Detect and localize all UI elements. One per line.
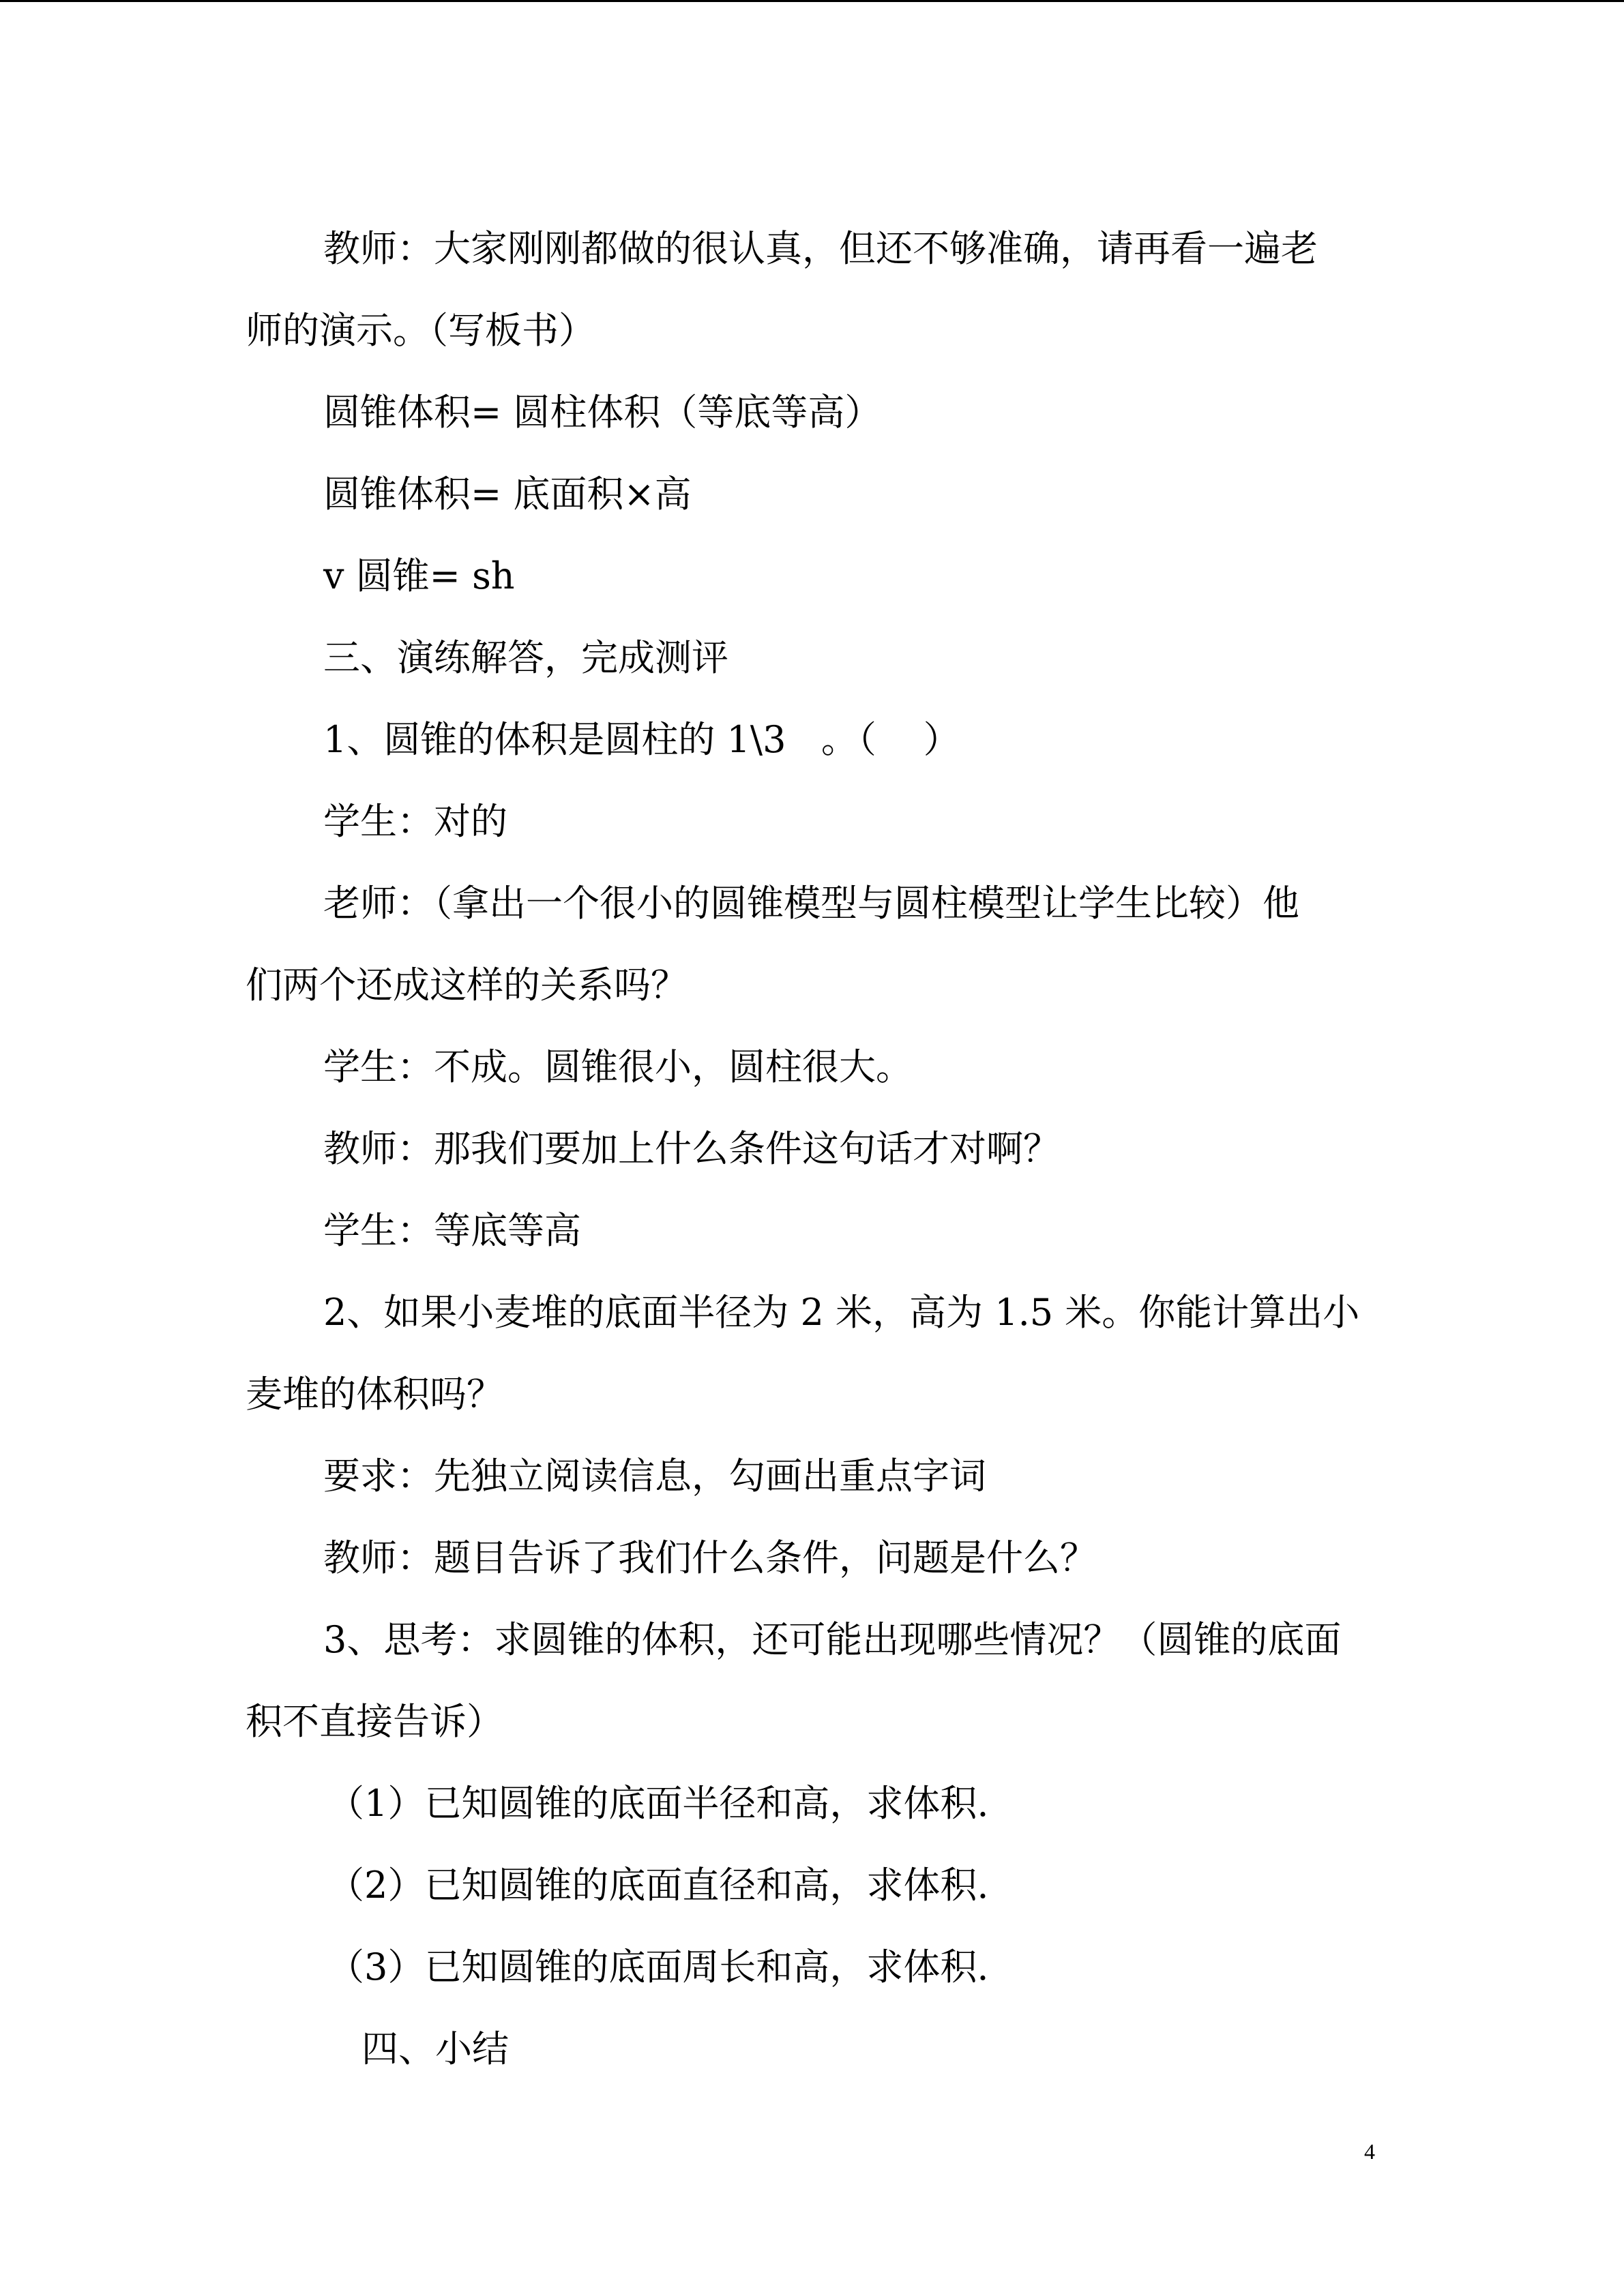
text-line: 学生：不成。圆锥很小，圆柱很大。	[323, 1045, 913, 1088]
question-line: 2、如果小麦堆的底面半径为 2 米，高为 1.5 米。你能计算出小	[323, 1291, 1360, 1334]
text-line: 圆锥体积= 底面积×高	[323, 473, 692, 516]
section-heading: 三、演练解答，完成测评	[323, 636, 728, 679]
text-line: 教师：大家刚刚都做的很认真，但还不够准确，请再看一遍老	[323, 227, 1318, 270]
text-line: 积不直接告诉）	[246, 1700, 503, 1743]
list-item: （1）已知圆锥的底面半径和高，求体积.	[327, 1782, 989, 1825]
text-line: 学生：对的	[323, 800, 507, 843]
question-line: 1、圆锥的体积是圆柱的 1\3 。（ ）	[323, 718, 960, 761]
section-heading: 四、小结	[361, 2027, 509, 2070]
text-line: v 圆锥= sh	[323, 554, 515, 597]
text-line: 教师：那我们要加上什么条件这句话才对啊？	[323, 1127, 1060, 1170]
text-line: 圆锥体积= 圆柱体积（等底等高）	[323, 391, 882, 434]
question-line: 3、思考：求圆锥的体积，还可能出现哪些情况？（圆锥的底面	[323, 1618, 1342, 1661]
text-line: 们两个还成这样的关系吗？	[246, 964, 688, 1007]
text-line: 麦堆的体积吗？	[246, 1373, 503, 1416]
text-line: 老师：（拿出一个很小的圆锥模型与圆柱模型让学生比较）他	[323, 882, 1299, 925]
page-number: 4	[1364, 2139, 1375, 2164]
list-item: （2）已知圆锥的底面直径和高，求体积.	[327, 1864, 989, 1907]
list-item: （3）已知圆锥的底面周长和高，求体积.	[327, 1945, 989, 1988]
text-line: 师的演示。（写板书）	[246, 309, 595, 352]
text-line: 要求：先独立阅读信息，勾画出重点字词	[323, 1455, 986, 1497]
text-line: 学生：等底等高	[323, 1209, 581, 1252]
text-line: 教师：题目告诉了我们什么条件，问题是什么？	[323, 1536, 1097, 1579]
